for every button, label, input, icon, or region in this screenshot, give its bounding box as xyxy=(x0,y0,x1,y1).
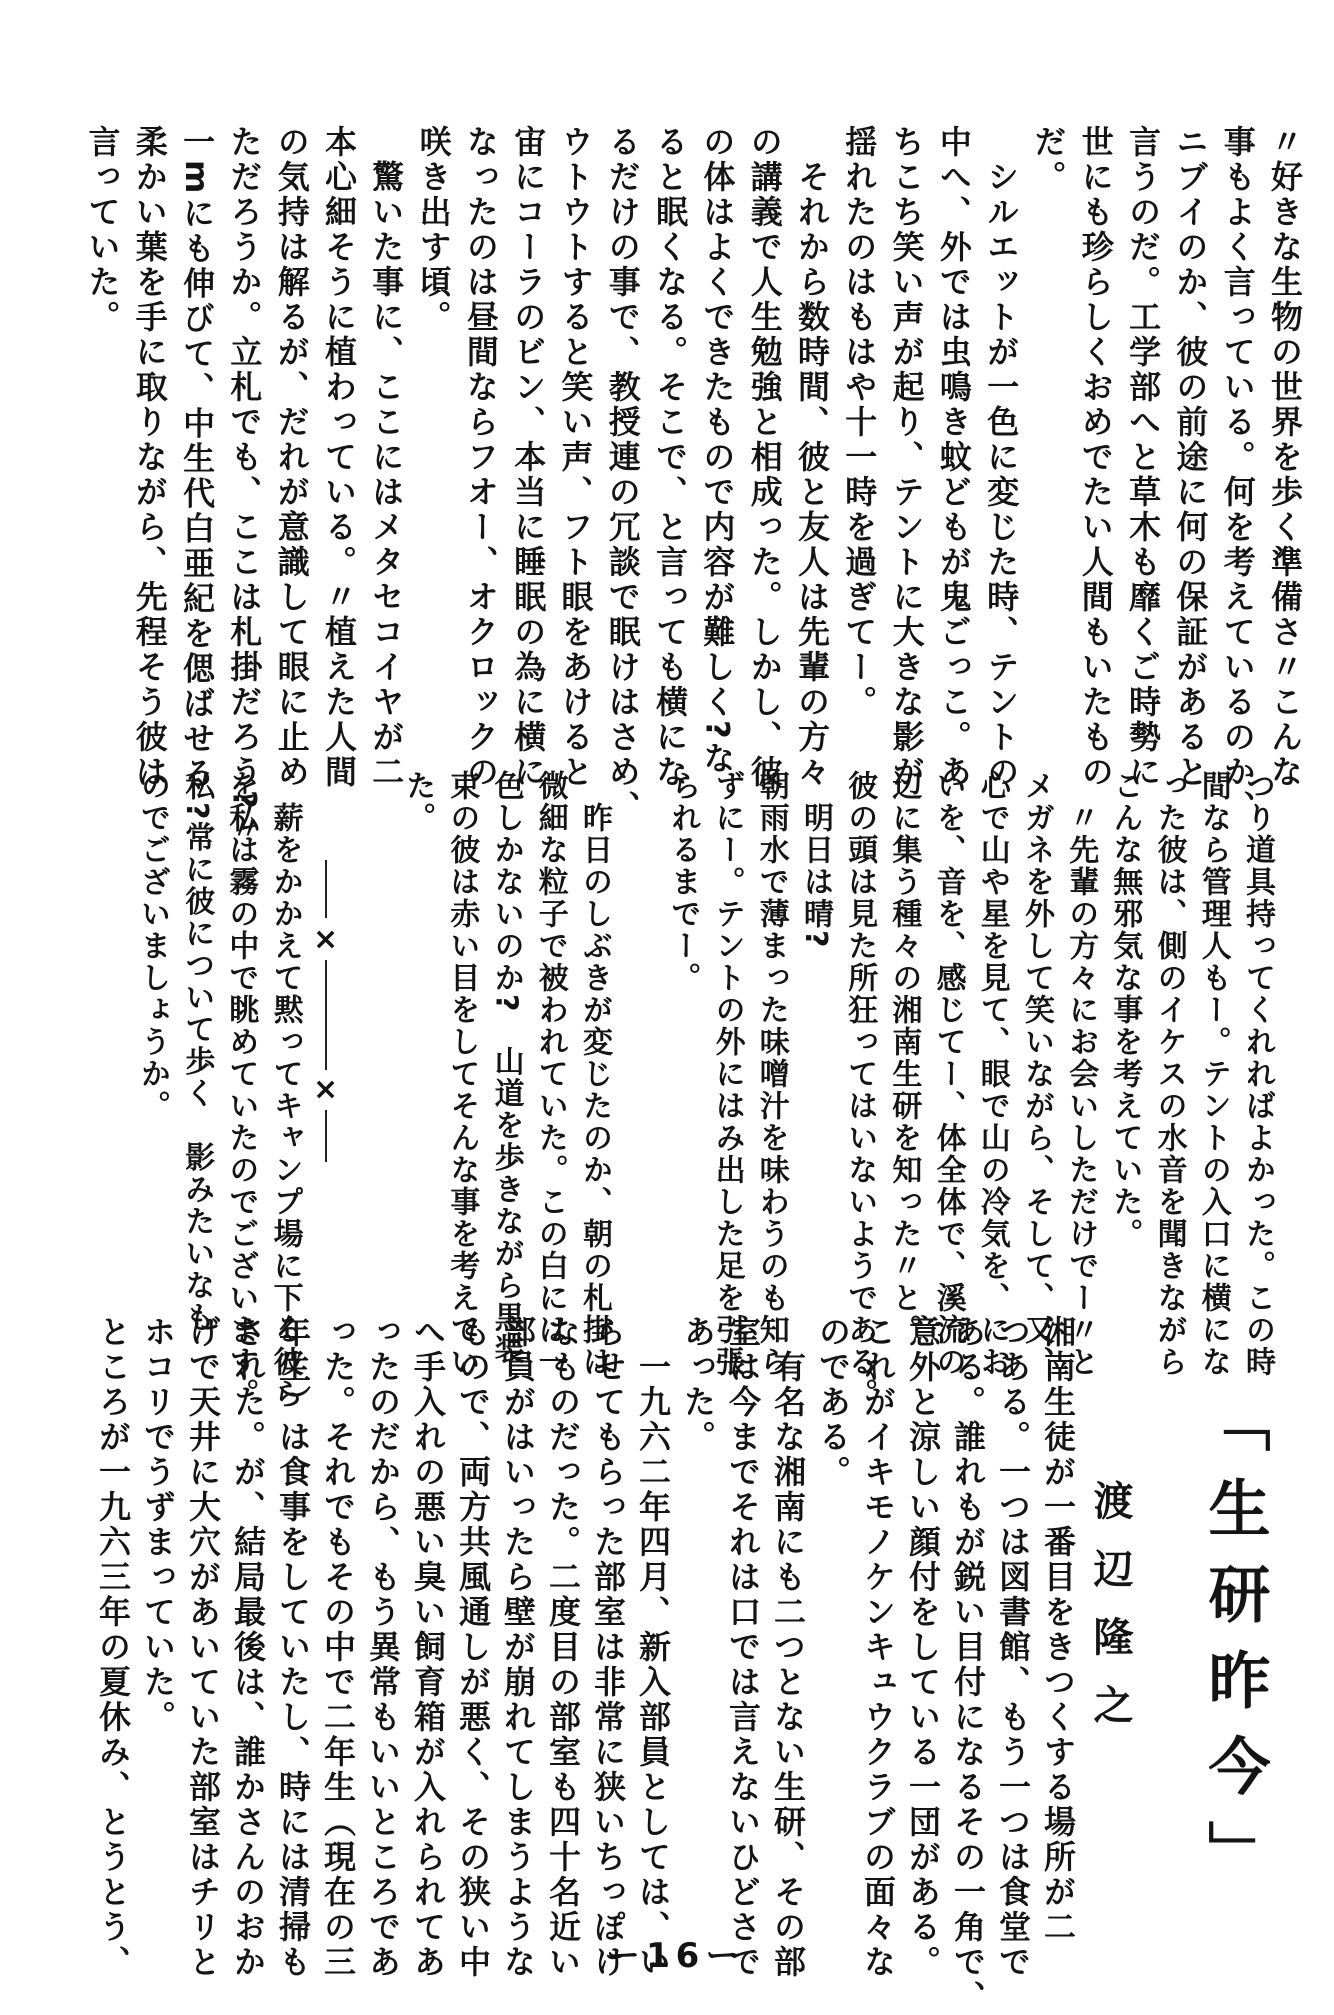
upper-text-column: 世にも珍らしくおめでたい人間もいたもの xyxy=(1076,125,1115,790)
middle-text-column: られるまでー。 xyxy=(665,770,701,994)
lower-text-column: ある。誰れもが鋭い目付になるその一角で、 xyxy=(949,1315,987,2015)
upper-text-column: の気持は解るが、だれが意識して眼に止め xyxy=(272,125,311,790)
lower-text-column: 室は今までそれは口では言えないひどさで xyxy=(724,1315,762,1980)
upper-text-column: 咲き出す頃。 xyxy=(414,125,453,335)
middle-text-column: 間なら管理人もー。テントの入口に横にな xyxy=(1195,770,1231,1378)
upper-text-column: 一mにも伸びて、中生代白亜紀を偲ばせる xyxy=(178,125,217,792)
separator-line-lower xyxy=(325,1110,327,1162)
upper-text-column: 驚いた事に、ここにはメタセコイヤが二 xyxy=(367,125,406,790)
middle-text-column: た。 xyxy=(400,770,436,834)
lower-text-column: 湘南生徒が一番目をきつくする場所が二 xyxy=(1039,1315,1077,1945)
upper-text-column: 中へ、外では虫鳴き蚊どもが鬼ごっこ。あ xyxy=(934,125,973,790)
middle-text-column: 朝雨水で薄まった味噌汁を味わうのも知ら xyxy=(753,770,789,1378)
page-number: ー16ー xyxy=(606,1936,746,1976)
lower-text-column: げで天井に大穴があいていた部室はチリと xyxy=(184,1315,222,1980)
middle-text-column: ずにー。テントの外にはみ出した足を引張 xyxy=(709,770,745,1378)
middle-text-column: 微細な粒子で被われていた。この白には一 xyxy=(532,770,568,1378)
middle-text-column: った彼は、側のイケスの水音を聞きながら xyxy=(1151,770,1187,1378)
upper-text-column: なったのは昼間ならフオー、オクロックの xyxy=(461,125,500,790)
middle-text-column: メガネを外して笑いながら、そして、又、 xyxy=(1019,770,1054,1378)
separator-line-upper xyxy=(325,860,327,918)
article-title: 「生研昨今」 xyxy=(1198,1390,1271,1906)
upper-text-column: ニブイのか、彼の前途に何の保証があると xyxy=(1171,125,1210,790)
middle-text-column: 束の彼は赤い目をしてそんな事を考えてい xyxy=(444,770,480,1378)
upper-text-column: 言うのだ。工学部へと草木も靡くご時勢に xyxy=(1124,125,1163,790)
upper-text-column: 本心細そうに植わっている。〃植えた人間 xyxy=(320,125,358,790)
lower-text-column: された。が、結局最後は、誰かさんのおか xyxy=(229,1315,267,1980)
lower-text-column: あった。 xyxy=(679,1315,717,1455)
middle-text-column: つり道具持ってくれればよかった。この時 xyxy=(1240,770,1275,1378)
upper-text-column: ただろうか。立札でも、ここは札掛だろう?〃 xyxy=(225,125,264,847)
lower-text-column: 意外と涼しい顔付をしている一団がある。 xyxy=(904,1315,942,1980)
lower-text-column: らせてもらった部室は非常に狭いちっぽけ xyxy=(589,1315,627,1980)
lower-text-column: へ手入れの悪い臭い飼育箱が入れられてあ xyxy=(409,1315,447,1980)
separator-mark-right: × xyxy=(313,1072,339,1107)
upper-text-column: それから数時間、彼と友人は先輩の方々 xyxy=(793,125,831,790)
lower-text-column: 有名な湘南にも二つとない生研、その部 xyxy=(769,1315,807,1980)
upper-text-column: の講義で人生勉強と相成った。しかし、彼 xyxy=(745,125,784,790)
lower-text-column: なものだった。二度目の部室も四十名近い xyxy=(544,1315,582,1980)
upper-text-column: シルエットが一色に変じた時、テントの xyxy=(982,125,1021,790)
upper-text-column: だ。 xyxy=(1029,125,1068,195)
middle-text-column: 薪をかかえて黙ってキャンプ場に下る彼ら xyxy=(267,770,303,1410)
upper-text-column: 柔かい葉を手に取りながら、先程そう彼は xyxy=(130,125,169,790)
lower-text-column: つある。一つは図書館、もう一つは食堂で xyxy=(994,1315,1032,1980)
middle-text-column: 心で山や星を見て、眼で山の冷気を、にお xyxy=(974,770,1010,1378)
middle-text-column: のでございましょうか。 xyxy=(135,770,170,1122)
middle-text-column: 辺に集う種々の湘南生研を知った〃と。 xyxy=(886,770,922,1346)
upper-text-column: 言っていた。 xyxy=(83,125,122,335)
upper-text-column: るだけの事で、教授連の冗談で眠けはさめ、 xyxy=(603,125,642,825)
lower-text-column: 一九六二年四月、新入部員としては、い xyxy=(634,1315,672,1980)
separator-line-middle xyxy=(325,960,327,1070)
upper-text-column: 揺れたのはもはや十一時を過ぎてー。 xyxy=(840,125,879,720)
lower-text-column: 部員がはいったら壁が崩れてしまうような xyxy=(499,1315,537,1980)
middle-text-column: 昨日のしぶきが変じたのか、朝の札掛は xyxy=(577,770,612,1378)
upper-text-column: ちこち笑い声が起り、テントに大きな影が xyxy=(887,125,926,790)
middle-text-column: こんな無邪気な事を考えていた。 xyxy=(1107,770,1143,1250)
middle-text-column: 彼の頭は見た所狂ってはいないようである。 xyxy=(842,770,878,1410)
lower-text-column: ホコリでうずまっていた。 xyxy=(139,1315,177,1735)
upper-text-column: 宙にコーラのビン、本当に睡眠の為に横に xyxy=(509,125,548,790)
lower-text-column: もので、両方共風通しが悪く、その狭い中 xyxy=(454,1315,492,1980)
article-author: 渡辺隆之 xyxy=(1087,1480,1133,1752)
middle-text-column: 〃先輩の方々にお会いしただけでー〃と xyxy=(1063,770,1099,1378)
middle-text-column: 私?常に彼について歩く 影みたいなも xyxy=(179,770,215,1334)
middle-text-column: を私は霧の中で眺めていたのでございます。 xyxy=(223,770,259,1410)
lower-text-column: ところが一九六三年の夏休み、とうとう、 xyxy=(94,1315,132,1980)
upper-text-column: の体はよくできたもので内容が難しく?な xyxy=(698,125,737,777)
lower-text-column: のである。 xyxy=(814,1315,852,1490)
upper-text-column: ると眠くなる。そこで、と言っても横にな xyxy=(651,125,690,790)
lower-text-column: これがイキモノケンキュウクラブの面々な xyxy=(859,1315,897,1980)
middle-text-column: いを、音を、感じてー、体全体で、溪流の xyxy=(930,770,966,1378)
upper-text-column: 事もよく言っている。何を考えているのか、 xyxy=(1218,125,1257,825)
middle-text-column: 明日は晴? xyxy=(798,770,833,950)
upper-text-column: 〃好きな生物の世界を歩く準備さ〃こんな xyxy=(1266,125,1304,790)
lower-text-column: ったのだから、もう異常もいいところであ xyxy=(364,1315,402,1980)
lower-text-column: った。それでもその中で二年生（現在の三 xyxy=(319,1315,357,1980)
separator-mark-left: × xyxy=(313,922,339,957)
middle-text-column: 色しかないのか? 山道を歩きながら黒装 xyxy=(488,770,524,1366)
upper-text-column: ウトウトすると笑い声、フト眼をあけると xyxy=(556,125,595,790)
lower-text-column: 年生）は食事をしていたし、時には清掃も xyxy=(274,1315,312,1980)
